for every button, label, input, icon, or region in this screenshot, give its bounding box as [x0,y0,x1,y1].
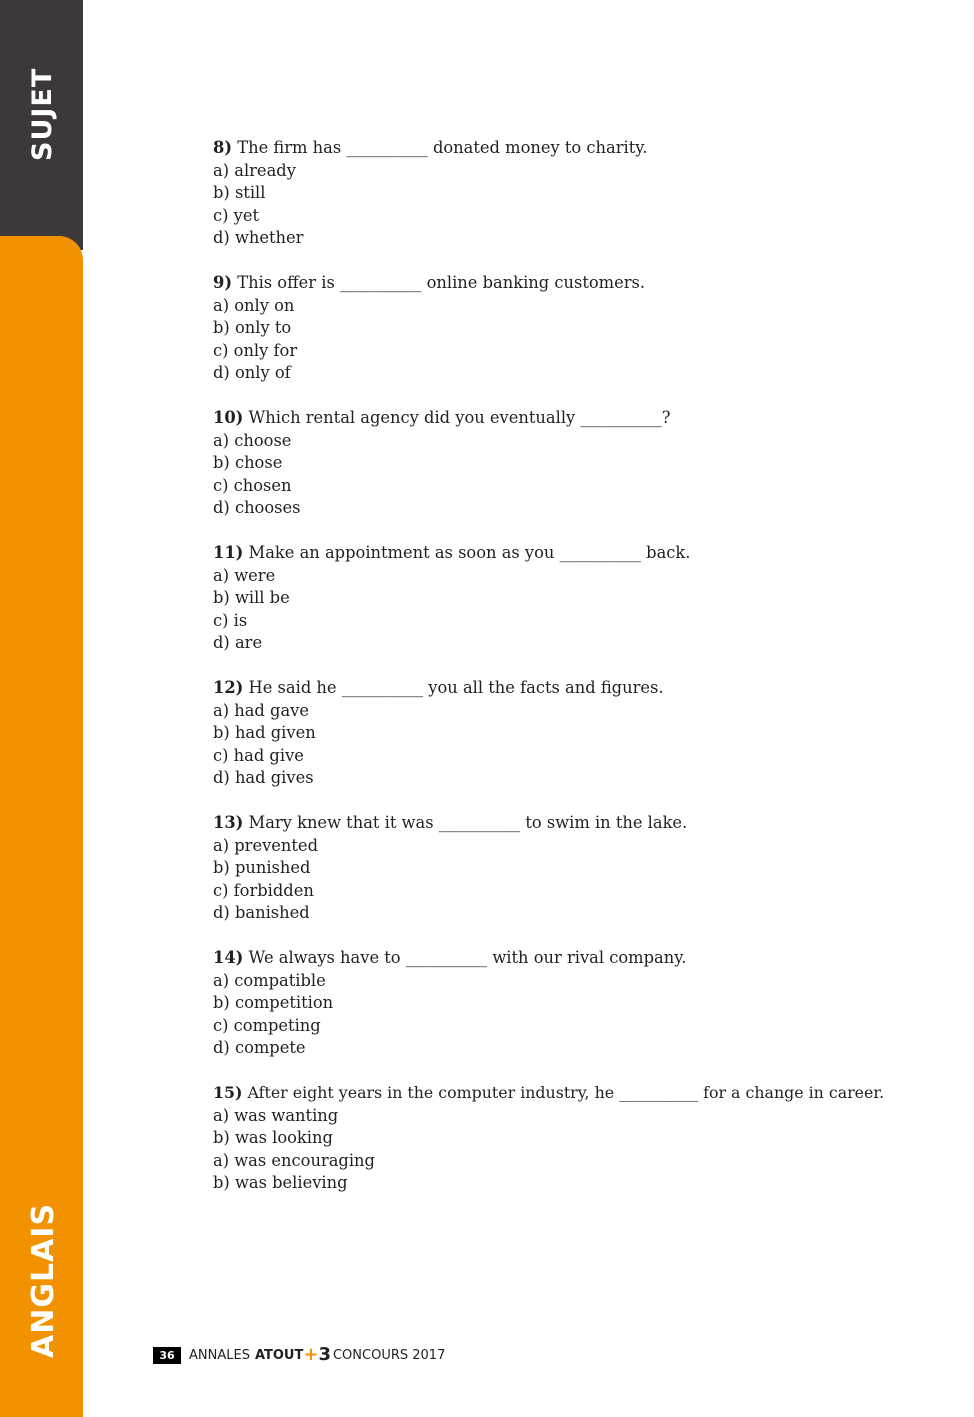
question-8 [213,137,953,250]
answer-option: d) banished [213,903,310,922]
question-text: Make an appointment as soon as you __________ back. [243,543,691,562]
footer-annales: ANNALES [189,1347,250,1363]
question-stem [213,542,953,565]
question-text: He said he __________ you all the facts and figures. [243,678,664,697]
answer-option: d) whether [213,228,304,247]
question-stem [213,947,953,970]
brand-logo [255,1346,331,1364]
question-number: 11) [213,543,244,562]
question-14 [213,947,953,1060]
answer-option: b) was looking [213,1128,333,1147]
question-11 [213,542,953,655]
question-number: 10) [213,408,244,427]
answer-option: d) had gives [213,768,314,787]
answer-option: c) only for [213,340,298,360]
answer-option: a) had gave [213,700,309,720]
question-12 [213,677,953,790]
answer-option: b) only to [213,318,292,337]
question-text: After eight years in the computer industry, he __________ for a change in career. [242,1083,885,1102]
question-9 [213,272,953,385]
question-text: Which rental agency did you eventually __________? [243,408,671,427]
answer-option: a) was encouraging [213,1150,375,1170]
question-text: This offer is __________ online banking customers. [232,273,646,292]
question-number: 13) [213,813,244,832]
answer-option: a) already [213,160,296,180]
question-stem [213,272,953,295]
answer-option: c) competing [213,1015,321,1035]
sidebar-label-sujet: SUJET [27,67,58,161]
question-text: Mary knew that it was __________ to swim in the lake. [243,813,688,832]
answer-option: b) still [213,183,266,202]
question-stem [213,1082,953,1105]
answer-option: a) was wanting [213,1105,339,1125]
answer-option: a) choose [213,430,292,450]
question-stem [213,137,953,160]
answer-option: b) chose [213,453,283,472]
question-10 [213,407,953,520]
answer-option: c) yet [213,205,260,225]
question-number: 15) [213,1083,243,1102]
question-13 [213,812,953,925]
answer-option: c) forbidden [213,880,314,900]
answer-option: a) were [213,565,276,585]
answer-option: d) chooses [213,498,301,517]
answer-option: d) are [213,633,263,652]
question-15 [213,1082,953,1195]
question-number: 8) [213,138,233,157]
answer-option: b) had given [213,723,316,742]
answer-option: b) was believing [213,1173,348,1192]
answer-option: c) had give [213,745,304,765]
answer-option: a) only on [213,295,295,315]
answer-option: a) prevented [213,835,318,855]
sidebar-label-anglais: ANGLAIS [26,1202,61,1358]
question-text: We always have to __________ with our rival company. [243,948,687,967]
question-number: 14) [213,948,244,967]
question-stem [213,677,953,700]
question-stem [213,812,953,835]
question-stem [213,407,953,430]
page-number: 36 [153,1347,181,1364]
answer-option: a) compatible [213,970,326,990]
answer-option: b) will be [213,588,290,607]
answer-option: b) punished [213,858,311,877]
answer-option: c) chosen [213,475,292,495]
question-text: The firm has __________ donated money to charity. [232,138,648,157]
answer-option: d) only of [213,363,291,382]
question-list [213,137,953,1217]
brand-three: 3 [318,1344,331,1365]
question-number: 9) [213,273,233,292]
page-footer [153,1346,445,1364]
answer-option: d) compete [213,1038,306,1057]
question-number: 12) [213,678,244,697]
answer-option: b) competition [213,993,334,1012]
footer-concours: CONCOURS 2017 [332,1347,446,1363]
brand-word: ATOUT [254,1347,304,1363]
brand-plus: + [303,1344,319,1365]
answer-option: c) is [213,610,248,630]
